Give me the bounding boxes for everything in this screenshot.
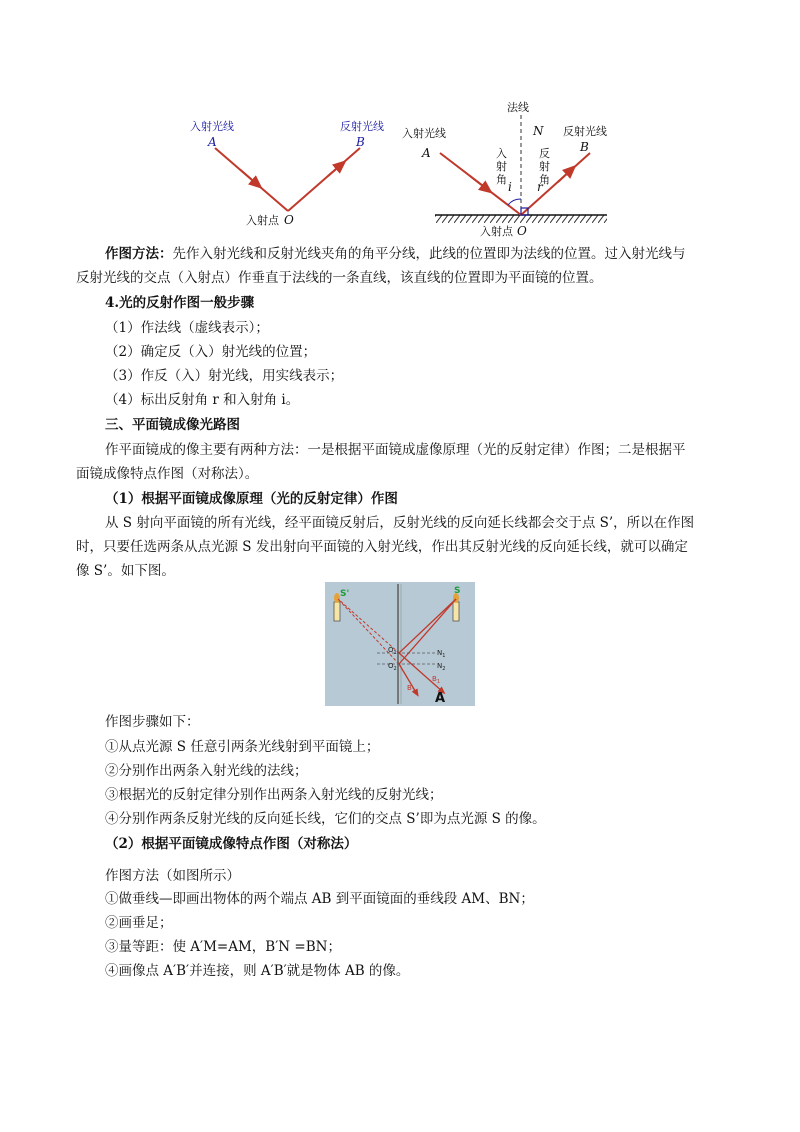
section4-step-3: （3）作反（入）射光线，用实线表示； — [105, 368, 344, 384]
point-o-label: O — [517, 224, 527, 238]
incident-ray-arrow — [470, 176, 488, 190]
mirror-hatching — [435, 215, 607, 223]
section4-step-4: （4）标出反射角 r 和入射角 i。 — [105, 392, 300, 408]
o2-label: $O_2$ — [388, 662, 397, 672]
point-n-label: N — [533, 124, 544, 138]
s-label: S — [454, 586, 461, 596]
plane-mirror-ray-figure — [325, 582, 475, 706]
step-3: ③根据光的反射定律分别作出两条入射光线的反射光线； — [105, 787, 443, 803]
section4-step-1: （1）作法线（虚线表示）； — [105, 320, 269, 336]
source-candle-icon — [453, 602, 459, 621]
reflected-ray-label: 反射光线 — [563, 125, 607, 138]
angle-r-label: r — [537, 180, 543, 194]
b1-label: $B_1$ — [432, 675, 440, 685]
sub1-paragraph-line-2: 时，只要任选两条从点光源 S 发出射向平面镜的入射光线，作出其反射光线的反向延长线，就可以确定 — [76, 539, 688, 555]
n1-label: $N_1$ — [437, 649, 446, 659]
section3-intro-line-2: 面镜成像特点作图（对称法）。 — [76, 466, 259, 482]
normal-label: 法线 — [507, 101, 529, 114]
incident-angle-char-3: 角 — [496, 173, 507, 186]
reflected-ray-arrow — [558, 169, 572, 182]
method2-step-3: ③量等距：使 A′M=AM，B′N =BN； — [105, 939, 341, 955]
incident-angle-char-2: 射 — [496, 160, 507, 173]
step-1: ①从点光源 S 任意引两条光线射到平面镜上； — [105, 739, 380, 755]
angle-i-label: i — [508, 180, 512, 194]
incidence-point-label: 入射点 — [480, 225, 513, 238]
b2-label: $B_2$ — [407, 684, 415, 694]
sub2-heading: （2）根据平面镜成像特点作图（对称法） — [105, 836, 358, 852]
point-b-label: B — [580, 140, 589, 154]
point-o-label: O — [284, 213, 294, 227]
reflected-ray-label: 反射光线 — [340, 120, 384, 133]
reflected-angle-char-1: 反 — [539, 147, 550, 160]
incident-ray-label: 入射光线 — [190, 120, 234, 133]
point-b-label: B — [356, 135, 365, 149]
reflected-angle-char-3: 角 — [539, 173, 550, 186]
reflected-ray — [521, 153, 590, 215]
method2-heading: 作图方法（如图所示） — [105, 868, 240, 884]
section3-heading: 三、平面镜成像光路图 — [105, 417, 240, 433]
section4-step-2: （2）确定反（入）射光线的位置； — [105, 344, 317, 360]
point-a-label: A — [208, 135, 217, 149]
incident-angle-char-1: 入 — [496, 147, 507, 160]
o1-label: $O_1$ — [388, 646, 397, 656]
eye-icon: A — [435, 691, 446, 706]
reflected-ray — [288, 148, 360, 211]
method-text: 先作入射光线和反射光线夹角的角平分线，此线的位置即为法线的位置。过入射光线与 — [172, 246, 686, 262]
s-prime-label: S' — [340, 589, 350, 599]
steps-heading: 作图步骤如下： — [105, 714, 200, 730]
reflected-ray-arrow — [328, 164, 342, 176]
section3-intro-line-1: 作平面镜成的像主要有两种方法：一是根据平面镜成虚像原理（光的反射定律）作图；二是根据平 — [105, 442, 686, 458]
reflection-diagram-mirror — [400, 95, 630, 240]
image-candle-icon — [334, 602, 340, 621]
incidence-point-label: 入射点 — [246, 214, 279, 227]
method-label: 作图方法： — [105, 246, 173, 262]
step-4: ④分别作两条反射光线的反向延长线，它们的交点 S’即为点光源 S 的像。 — [105, 811, 546, 827]
sub1-paragraph-line-3: 像 S’。如下图。 — [76, 563, 175, 579]
n2-label: $N_2$ — [437, 662, 446, 672]
incident-ray-arrow — [240, 170, 258, 186]
method2-step-1: ①做垂线—即画出物体的两个端点 AB 到平面镜面的垂线段 AM、BN； — [105, 891, 534, 907]
reflected-angle-char-2: 射 — [539, 160, 550, 173]
sub1-heading: （1）根据平面镜成像原理（光的反射定律）作图 — [105, 491, 398, 507]
reflection-diagram-simple — [180, 108, 390, 233]
incident-angle-arc — [508, 199, 521, 205]
method2-step-4: ④画像点 A′B′并连接，则 A′B′就是物体 AB 的像。 — [105, 963, 410, 979]
sub1-paragraph-line-1: 从 S 射向平面镜的所有光线，经平面镜反射后，反射光线的反向延长线都会交于点 S’，所以在作图 — [105, 515, 695, 531]
method-paragraph-line-2: 反射光线的交点（入射点）作垂直于法线的一条直线，该直线的位置即为平面镜的位置。 — [76, 270, 603, 286]
method2-step-2: ②画垂足； — [105, 915, 173, 931]
point-a-label: A — [422, 146, 431, 160]
step-2: ②分别作出两条入射光线的法线； — [105, 763, 308, 779]
section4-heading: 4.光的反射作图一般步骤 — [105, 295, 255, 311]
figure-background — [325, 582, 475, 706]
incident-ray-label: 入射光线 — [402, 127, 446, 140]
method-paragraph-line-1 — [105, 244, 686, 264]
